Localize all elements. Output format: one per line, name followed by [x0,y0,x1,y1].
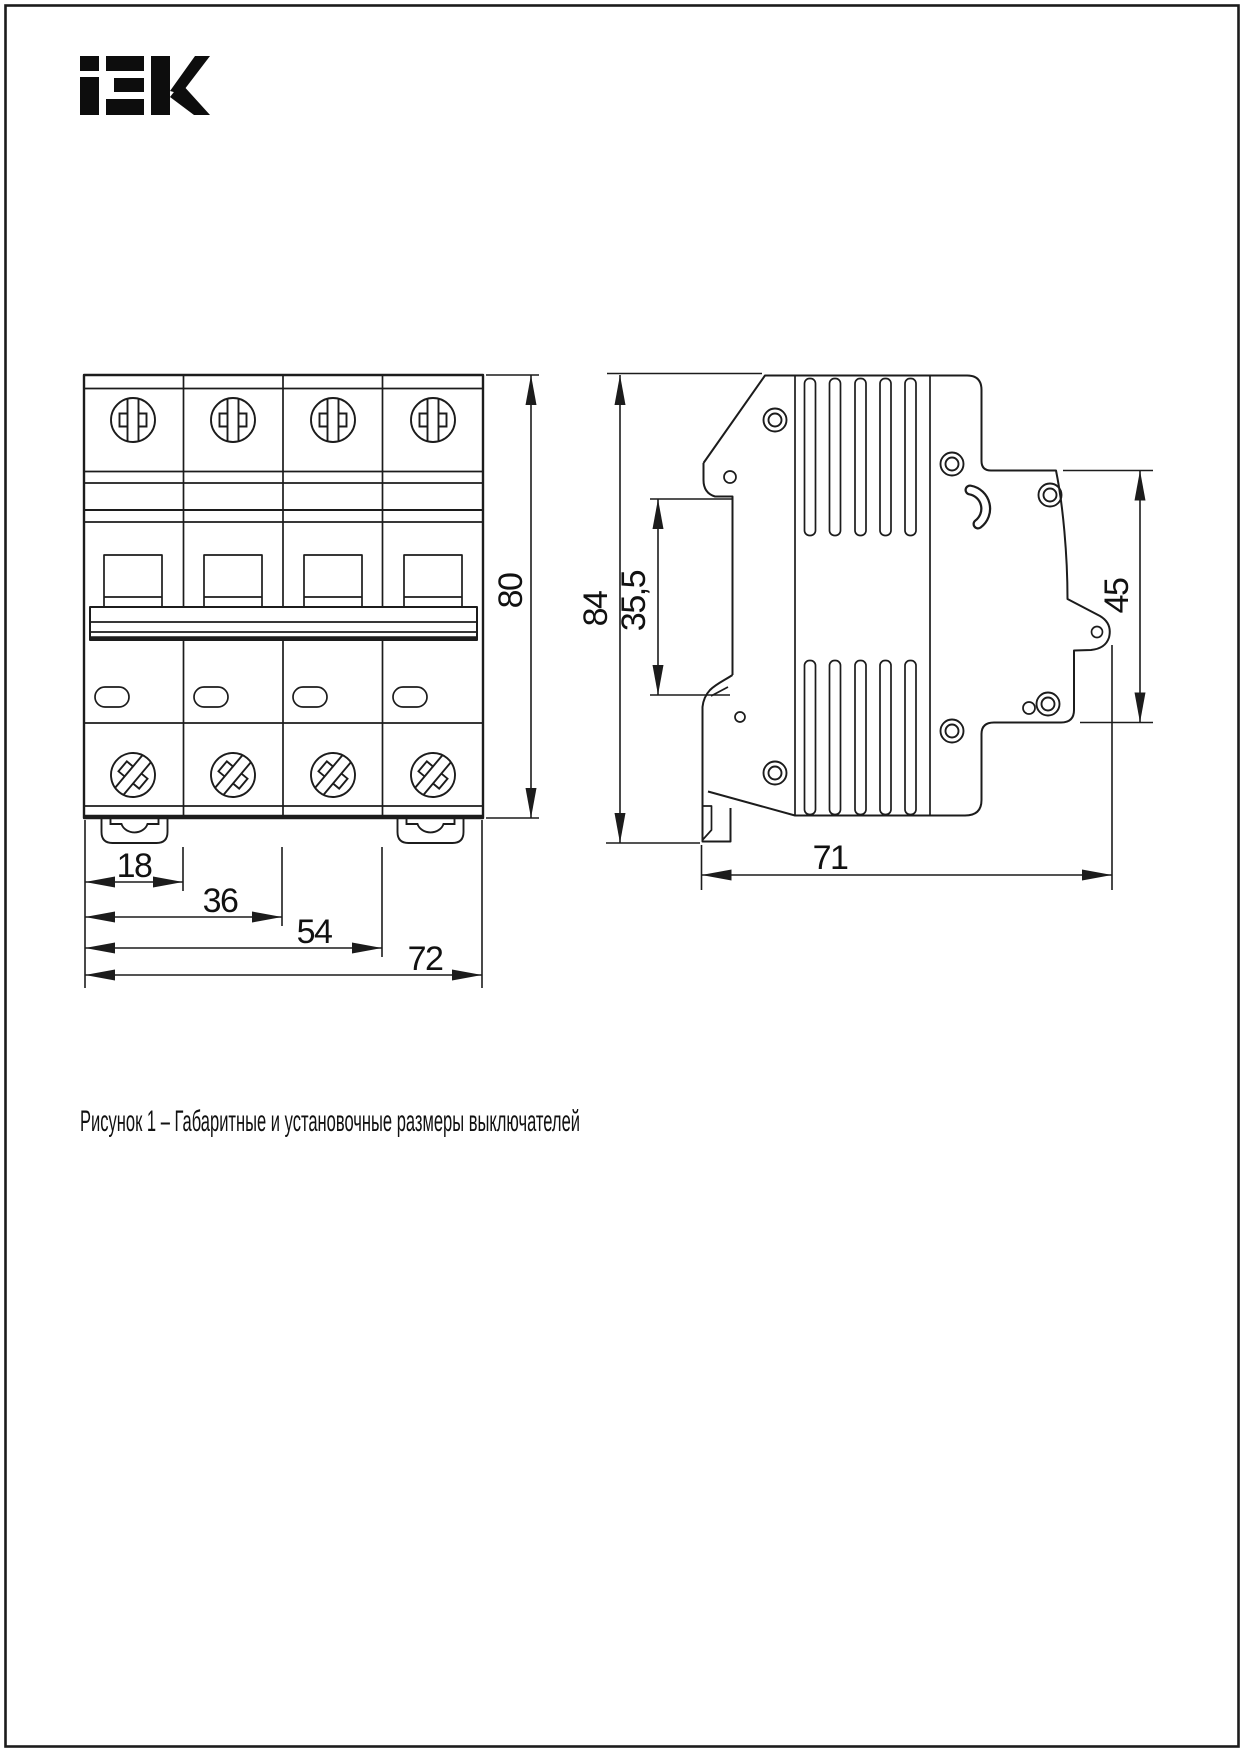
figure-caption: Рисунок 1 – Габаритные и установочные размеры выключателей [80,1105,580,1138]
iek-logo [80,56,210,115]
side-view [703,376,1110,842]
dim-width-54: 54 [296,913,332,951]
dim-din-35-5: 35,5 [615,570,653,632]
crescent-cutout [970,490,986,524]
dim-width-18: 18 [116,847,152,885]
label-windows [95,687,427,707]
din-clip-side [703,675,733,842]
page-border [6,6,1239,1747]
breaker-body-side [704,376,1110,816]
dim-height-84: 84 [577,591,615,627]
dim-width-72: 72 [407,940,443,978]
handle-crossbar [90,607,477,640]
dim-width-36: 36 [202,882,238,920]
rivet-holes [724,409,1062,785]
vent-ribs [795,376,930,816]
dim-depth-71: 71 [812,839,848,877]
front-view-dimensions [85,375,539,988]
din-clips-front [102,818,464,843]
front-view [84,375,483,843]
dim-front-45: 45 [1098,578,1136,614]
dim-height-80: 80 [492,573,530,609]
tab-hole [1092,627,1103,638]
